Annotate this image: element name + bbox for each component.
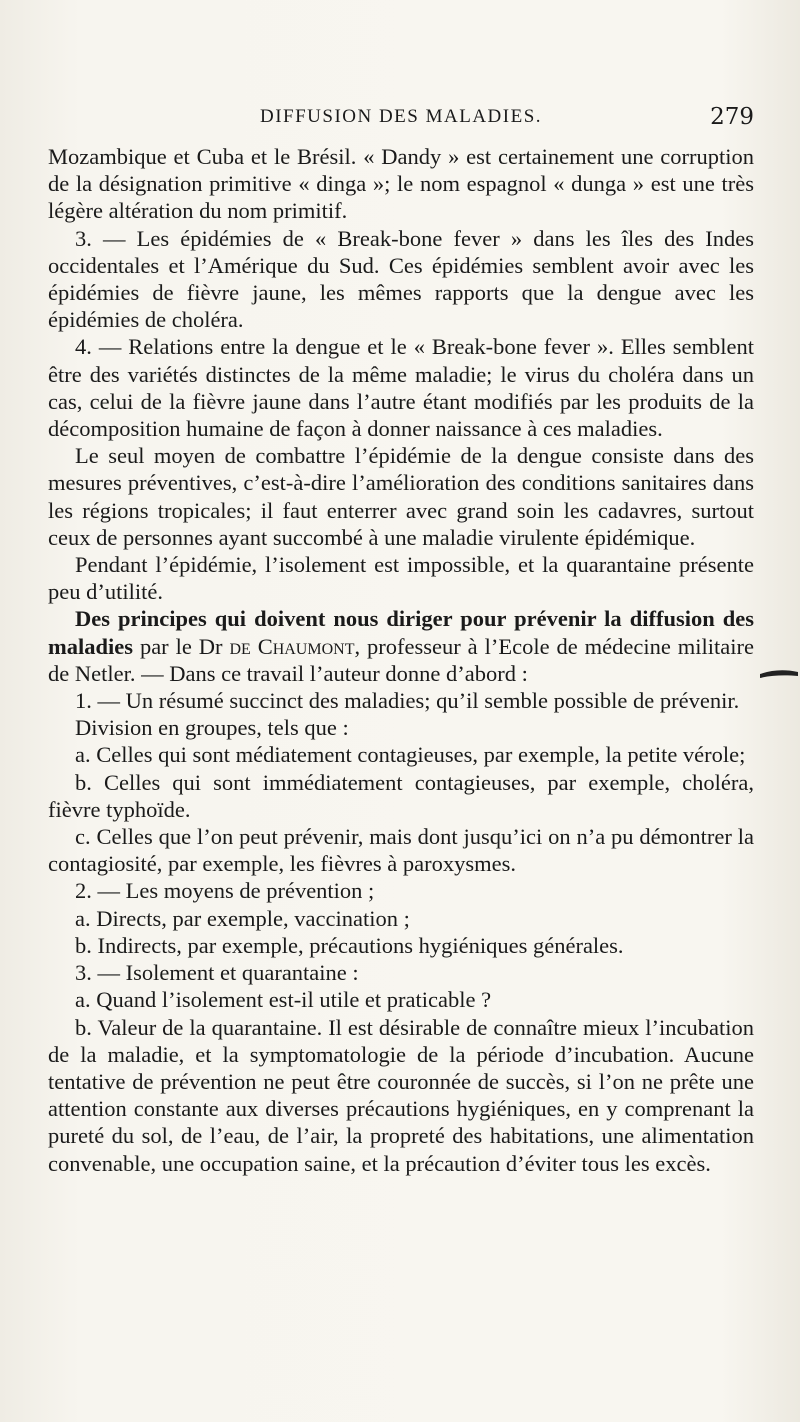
paragraph: b. Indirects, par exemple, précautions hygiéniques générales. <box>75 932 624 958</box>
section-paragraph <box>48 605 754 687</box>
margin-pen-mark <box>758 660 800 690</box>
paragraph: 3. — Les épidémies de « Break-bone fever » dans les îles des Indes occidentales et l’Amérique du Sud. Ces épidémies semblent avoir avec les épidémies de fièvre jaune, les mêmes rapports que la dengue avec les épidémies de choléra. <box>48 225 754 333</box>
body-text <box>48 143 754 1177</box>
author-prefix: par le Dr <box>133 633 230 659</box>
paragraph: c. Celles que l’on peut prévenir, mais dont jusqu’ici on n’a pu démontrer la contagiosité, par exemple, les fièvres à paroxysmes. <box>48 824 754 877</box>
paragraph: 1. — Un résumé succinct des maladies; qu’il semble possible de prévenir. <box>75 688 740 714</box>
paragraph: b. Valeur de la quarantaine. Il est désirable de connaître mieux l’incubation de la maladie, et la symptomatologie de la période d’incubation. Aucune tentative de prévention ne peut être couronnée de succès, si l’on ne prête une attention constante aux diverses précautions hygiéniques, en y comprenant la pureté du sol, de l’eau, de l’air, la propreté des habitations, une alimentation convenable, une occupation saine, et la précaution d’éviter tous les excès. <box>48 1014 754 1176</box>
paragraph: Le seul moyen de combattre l’épidémie de la dengue consiste dans des mesures préventives, c’est-à-dire l’amélioration des conditions sanitaires dans les régions tropicales; il faut enterrer avec grand soin les cadavres, surtout ceux de personnes ayant succombé à une maladie virulente épidémique. <box>48 443 754 550</box>
running-title: DIFFUSION DES MALADIES. <box>259 106 543 127</box>
paragraph: Division en groupes, tels que : <box>75 715 349 741</box>
paragraph: Pendant l’épidémie, l’isolement est impossible, et la quarantaine présente peu d’utilité. <box>48 552 754 605</box>
paragraph-tail: , professeur à l’Ecole de médecine militaire de Netler. — Dans ce travail l’auteur donne d’abord : <box>48 633 754 686</box>
paragraph: a. Directs, par exemple, vaccination ; <box>75 905 410 931</box>
paragraph: a. Celles qui sont médiatement contagieuses, par exemple, la petite vérole; <box>75 742 746 768</box>
paragraph: a. Quand l’isolement est-il utile et praticable ? <box>75 987 492 1013</box>
page-header <box>48 106 754 134</box>
section-heading: Des principes qui doivent nous diriger pour prévenir la diffusion des maladies <box>48 606 754 659</box>
author-name: de Chaumont <box>229 633 355 659</box>
page-number: 279 <box>710 104 754 130</box>
paragraph: 3. — Isolement et quarantaine : <box>75 960 359 986</box>
paragraph: Mozambique et Cuba et le Brésil. « Dandy » est certainement une corruption de la désignation primitive « dinga »; le nom espagnol « dunga » est une très légère altération du nom primitif. <box>48 144 754 224</box>
paragraph: b. Celles qui sont immédiatement contagieuses, par exemple, choléra, fièvre typhoïde. <box>48 769 754 822</box>
paragraph: 2. — Les moyens de prévention ; <box>75 878 375 904</box>
paragraph: 4. — Relations entre la dengue et le « Break-bone fever ». Elles semblent être des variétés distinctes de la même maladie; le virus du choléra dans un cas, celui de la fièvre jaune dans l’autre étant modifiés par les produits de la décomposition humaine de façon à donner naissance à ces maladies. <box>48 334 754 442</box>
